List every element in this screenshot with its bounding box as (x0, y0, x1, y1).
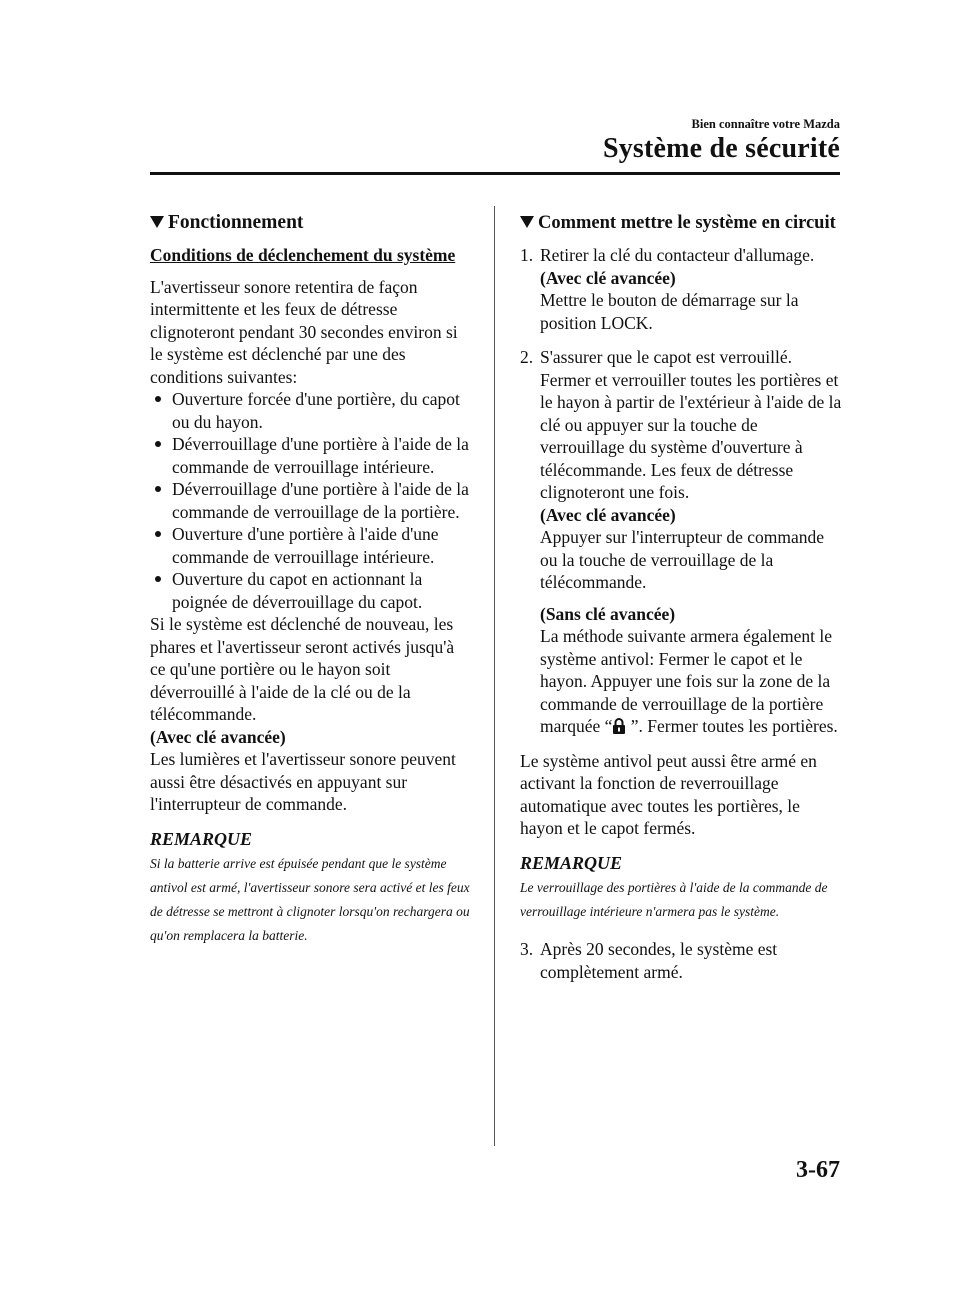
note-text: Si la batterie arrive est épuisée pendant que le système antivol est armé, l'avertisseur sonore sera activé et les feux de détresse se mettront à clignoter lorsqu'on rechargera ou qu'on remplacera la batterie. (150, 856, 470, 943)
retrigger-paragraph: Si le système est déclenché de nouveau, les phares et l'avertisseur seront activés jusqu'à ce qu'une portière ou le hayon soit déverrouillé à l'aide de la clé ou de la télécommande. (150, 614, 455, 724)
no-advanced-key-label: (Sans clé avancée) (540, 603, 676, 624)
list-item: Ouverture d'une portière à l'aide d'une commande de verrouillage intérieure. (150, 523, 470, 568)
list-item: Déverrouillage d'une portière à l'aide de la commande de verrouillage de la portière. (150, 478, 470, 523)
step-item: 2. S'assurer que le capot est verrouillé. Fermer et verrouiller toutes les portières et le hayon à partir de l'extérieur à l'aide de la clé ou appuyer sur la touche de verrouillage du système d'ouverture à télécommande. Les feux de détresse clignoteront une fois. (Avec clé avancée) Appuyer sur l'interrupteur de commande ou la touche de verrouillage de la télécommande. (Sans clé avancée) La méthode suivante armera également le système antivol: Fermer le capot et le hayon. Appuyer une fois sur la zone de la commande de verrouillage de la portière marquée “ ”. Fermer toutes les portières. (520, 347, 842, 736)
bullet-icon (155, 486, 161, 492)
arming-steps-continued (520, 938, 842, 983)
trigger-conditions-list (150, 388, 470, 613)
header-chapter: Bien connaître votre Mazda (691, 117, 840, 131)
section-heading-fonctionnement: Fonctionnement (150, 210, 470, 236)
bullet-icon (155, 576, 161, 582)
step-item: 3. Après 20 secondes, le système est complètement armé. (520, 939, 778, 982)
list-item: Déverrouillage d'une portière à l'aide de la commande de verrouillage intérieure. (150, 433, 470, 478)
advanced-key-label: (Avec clé avancée) (540, 504, 676, 525)
note-title: REMARQUE (150, 828, 253, 849)
advanced-key-label: (Avec clé avancée) (540, 267, 676, 288)
list-item: Ouverture forcée d'une portière, du capot ou du hayon. (150, 388, 470, 433)
step-item: 1. Retirer la clé du contacteur d'allumage. (Avec clé avancée) Mettre le bouton de démarrage sur la position LOCK. (520, 244, 842, 334)
list-item: Ouverture du capot en actionnant la poignée de déverrouillage du capot. (150, 568, 470, 613)
advanced-key-paragraph: Les lumières et l'avertisseur sonore peuvent aussi être désactivés en appuyant sur l'interrupteur de commande. (150, 749, 456, 814)
header-rule (150, 172, 840, 175)
sub-heading: Conditions de déclenchement du système (150, 245, 456, 265)
bullet-icon (155, 441, 161, 447)
note-title: REMARQUE (520, 852, 623, 873)
right-column (520, 210, 842, 995)
note-text: Le verrouillage des portières à l'aide de la commande de verrouillage intérieure n'armera pas le système. (520, 880, 828, 919)
relock-paragraph: Le système antivol peut aussi être armé en activant la fonction de reverrouillage automatique avec toutes les portières, le hayon et le capot fermés. (520, 750, 817, 838)
bullet-icon (155, 531, 161, 537)
lock-icon (612, 718, 626, 734)
page-number: 3-67 (796, 1157, 840, 1183)
section-heading-arming: Comment mettre le système en circuit (520, 210, 842, 236)
column-divider (494, 206, 495, 1146)
advanced-key-label: (Avec clé avancée) (150, 726, 286, 747)
intro-paragraph: L'avertisseur sonore retentira de façon intermittente et les feux de détresse clignoteront pendant 30 secondes environ si le système est déclenché par une des conditions suivantes: (150, 276, 458, 387)
bullet-icon (155, 396, 161, 402)
arming-steps (520, 244, 842, 738)
triangle-marker-icon (520, 216, 534, 228)
left-column (150, 210, 470, 948)
triangle-marker-icon (150, 216, 164, 228)
header-section-title: Système de sécurité (602, 133, 840, 164)
